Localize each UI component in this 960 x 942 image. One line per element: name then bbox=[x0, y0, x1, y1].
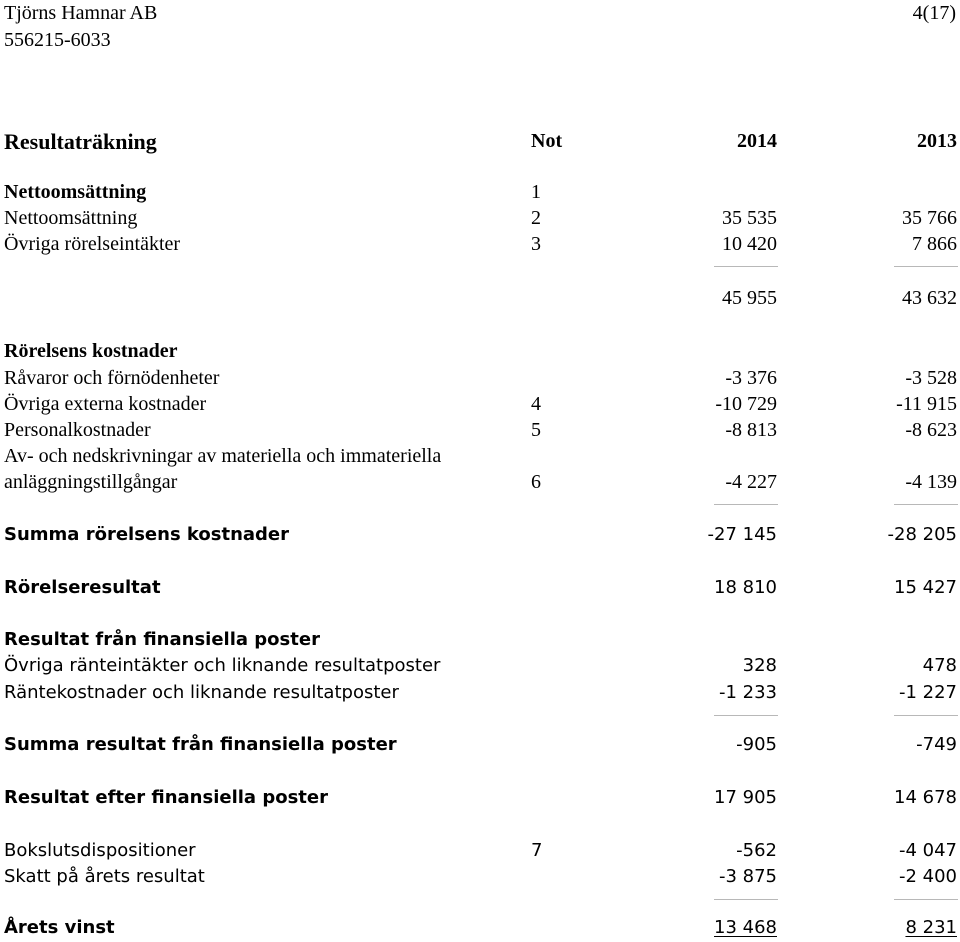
row-label: Övriga externa kostnader bbox=[4, 393, 207, 415]
row-value-2013: 15 427 bbox=[894, 577, 957, 598]
row-label: Övriga ränteintäkter och liknande resultatposter bbox=[4, 655, 441, 676]
row-label: Resultat från finansiella poster bbox=[4, 629, 320, 650]
row-label: Årets vinst bbox=[4, 917, 115, 938]
row-label: Övriga rörelseintäkter bbox=[4, 233, 181, 255]
row-value-2014: -562 bbox=[736, 840, 777, 861]
column-header-note: Not bbox=[531, 130, 563, 152]
row-value-2013: -11 915 bbox=[896, 393, 957, 415]
row-value-2013: -8 623 bbox=[905, 419, 957, 441]
row-value-2014: 35 535 bbox=[722, 207, 777, 229]
row-value-2014: 18 810 bbox=[714, 577, 777, 598]
row-label: Räntekostnader och liknande resultatposter bbox=[4, 682, 399, 703]
row-value-2013: 7 866 bbox=[912, 233, 957, 255]
row-note: 6 bbox=[531, 471, 541, 493]
row-value-2013: 478 bbox=[922, 655, 957, 676]
row-note: 2 bbox=[531, 207, 541, 229]
row-label: Rörelseresultat bbox=[4, 577, 161, 598]
subtotal-rule bbox=[894, 266, 958, 267]
subtotal-rule bbox=[894, 899, 958, 900]
row-label: Av- och nedskrivningar av materiella och immateriella bbox=[4, 445, 442, 467]
row-label: anläggningstillgångar bbox=[4, 471, 178, 493]
row-label: Råvaror och förnödenheter bbox=[4, 367, 220, 389]
subtotal-rule bbox=[714, 266, 778, 267]
row-label: Skatt på årets resultat bbox=[4, 866, 205, 887]
row-value-2013: 43 632 bbox=[902, 287, 957, 309]
row-value-2013: -4 047 bbox=[898, 840, 957, 861]
row-label: Bokslutsdispositioner bbox=[4, 840, 196, 861]
row-value-2014: -4 227 bbox=[725, 471, 777, 493]
row-label: Nettoomsättning bbox=[4, 181, 147, 203]
row-value-2014: 328 bbox=[742, 655, 777, 676]
row-value-2014: -3 875 bbox=[718, 866, 777, 887]
subtotal-rule bbox=[894, 504, 958, 505]
row-value-2013: -749 bbox=[916, 734, 957, 755]
row-value-2014: -10 729 bbox=[715, 393, 777, 415]
row-label: Nettoomsättning bbox=[4, 207, 138, 229]
row-note: 7 bbox=[531, 840, 543, 861]
row-value-2014: -8 813 bbox=[725, 419, 777, 441]
row-note: 3 bbox=[531, 233, 541, 255]
row-label: Summa resultat från finansiella poster bbox=[4, 734, 397, 755]
row-value-2013: -4 139 bbox=[905, 471, 957, 493]
row-value-2014: -3 376 bbox=[725, 367, 777, 389]
column-header-2014: 2014 bbox=[737, 130, 777, 152]
subtotal-rule bbox=[714, 504, 778, 505]
page-number: 4(17) bbox=[912, 2, 956, 24]
row-note: 4 bbox=[531, 393, 541, 415]
subtotal-rule bbox=[894, 715, 958, 716]
row-value-2013: -3 528 bbox=[905, 367, 957, 389]
subtotal-rule bbox=[714, 715, 778, 716]
row-value-2013: -1 227 bbox=[898, 682, 957, 703]
row-value-2014: 13 468 bbox=[714, 917, 777, 938]
statement-title: Resultaträkning bbox=[4, 129, 157, 154]
row-label: Personalkostnader bbox=[4, 419, 151, 441]
org-number: 556215-6033 bbox=[4, 29, 111, 51]
row-value-2014: 10 420 bbox=[722, 233, 777, 255]
row-label: Summa rörelsens kostnader bbox=[4, 524, 290, 545]
row-note: 5 bbox=[531, 419, 541, 441]
row-label: Rörelsens kostnader bbox=[4, 340, 178, 362]
row-value-2014: -905 bbox=[736, 734, 777, 755]
row-value-2013: 14 678 bbox=[894, 787, 957, 808]
company-name: Tjörns Hamnar AB bbox=[4, 2, 158, 24]
row-value-2013: -28 205 bbox=[887, 524, 957, 545]
row-note: 1 bbox=[531, 181, 541, 203]
row-value-2014: 45 955 bbox=[722, 287, 777, 309]
row-value-2013: -2 400 bbox=[898, 866, 957, 887]
row-value-2013: 8 231 bbox=[905, 917, 957, 938]
column-header-2013: 2013 bbox=[917, 130, 957, 152]
subtotal-rule bbox=[714, 899, 778, 900]
row-value-2014: 17 905 bbox=[714, 787, 777, 808]
row-label: Resultat efter finansiella poster bbox=[4, 787, 328, 808]
row-value-2013: 35 766 bbox=[902, 207, 957, 229]
row-value-2014: -27 145 bbox=[707, 524, 777, 545]
row-value-2014: -1 233 bbox=[718, 682, 777, 703]
